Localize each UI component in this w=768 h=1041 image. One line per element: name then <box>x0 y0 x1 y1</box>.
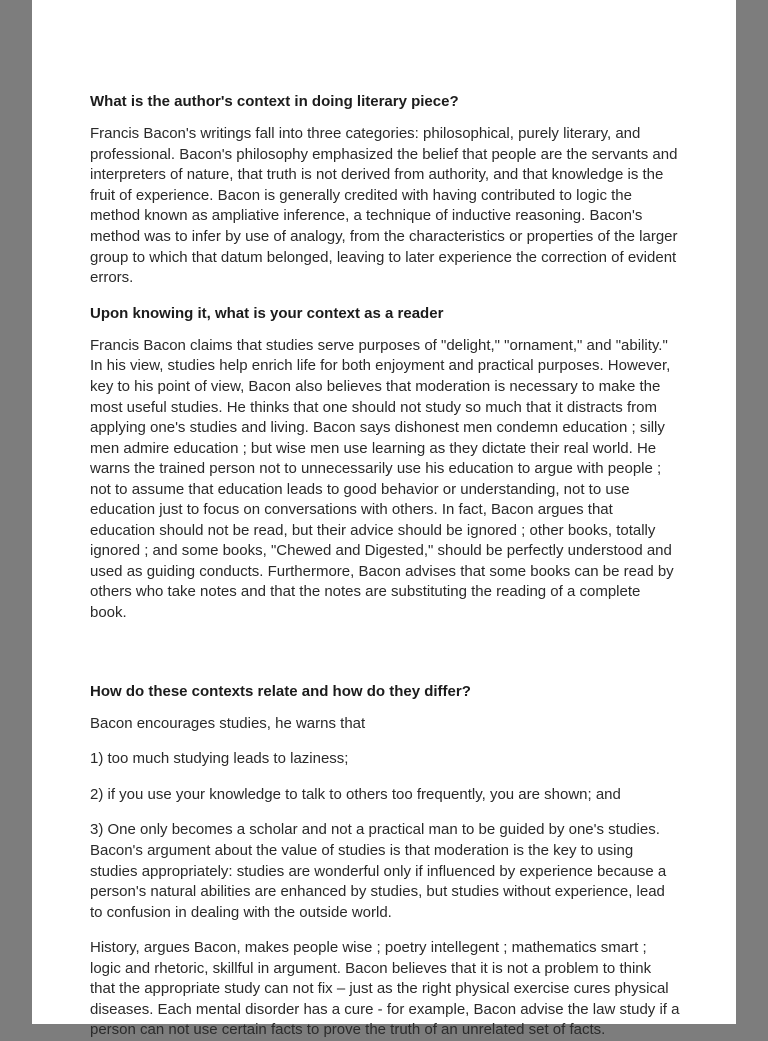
paragraph-author-context: Francis Bacon's writings fall into three categories: philosophical, purely literary, and professional. Bacon's philosophy emphasized the belief that people are the servants and interpreters of nature, that truth is not derived from authority, and that knowledge is the fruit of experience. Bacon is generally credited with having contributed to logic the method known as ampliative inference, a technique of inductive reasoning. Bacon's method was to infer by use of analogy, from the characteristics or properties of the larger group to which that datum belonged, leaving to later experience the correction of evident errors. <box>90 125 678 287</box>
list-item-1: 1) too much studying leads to laziness; <box>90 750 349 768</box>
section-heading-author-context: What is the author's context in doing literary piece? <box>90 93 459 110</box>
list-item-2: 2) if you use your knowledge to talk to others too frequently, you are shown; and <box>90 785 621 803</box>
list-item-3: 3) One only becomes a scholar and not a practical man to be guided by one's studies. Bacon's argument about the value of studies is that moderation is the key to using studies appropriately: studies are wonderful only if influenced by experience because a person's natural abilities are enhanced by studies, but studies without experience, lead to confusion in dealing with the outside world. <box>90 821 667 921</box>
paragraph-intro-warnings: Bacon encourages studies, he warns that <box>90 714 366 732</box>
document-page <box>32 0 736 1039</box>
paragraph-history-argument: History, argues Bacon, makes people wise ; poetry intellegent ; mathematics smart ; logic and rhetoric, skillful in argument. Bacon believes that it is not a problem to think that the appropriate study can not fix – just as the right physical exercise cures physical diseases. Each mental disorder has a cure - for example, Bacon advise the law study if a person can not use certain facts to prove the truth of an unrelated set of facts. <box>90 939 680 1039</box>
section-heading-contexts-relate: How do these contexts relate and how do they differ? <box>90 682 471 700</box>
section-heading-reader-context: Upon knowing it, what is your context as a reader <box>90 304 444 322</box>
paragraph-reader-context: Francis Bacon claims that studies serve purposes of "delight," "ornament," and "ability." In his view, studies help enrich life for both enjoyment and practical purposes. However, key to his point of view, Bacon also believes that moderation is necessary to make the most useful studies. He thinks that one should not study so much that it distracts from applying one's studies and living. Bacon says dishonest men condemn education ; silly men admire education ; but wise men use learning as they dictate their real world. He warns the trained person not to unnecessarily use his education to argue with people ; not to assume that education leads to good behavior or understanding, not to use education just to focus on conversations with others. In fact, Bacon argues that education should not be read, but their advice should be ignored ; other books, totally ignored ; and some books, "Chewed and Digested," should be perfectly understood and used as guiding conducts. Furthermore, Bacon advises that some books can be read by others who take notes and that the notes are substituting the reading of a complete book. <box>90 336 674 621</box>
